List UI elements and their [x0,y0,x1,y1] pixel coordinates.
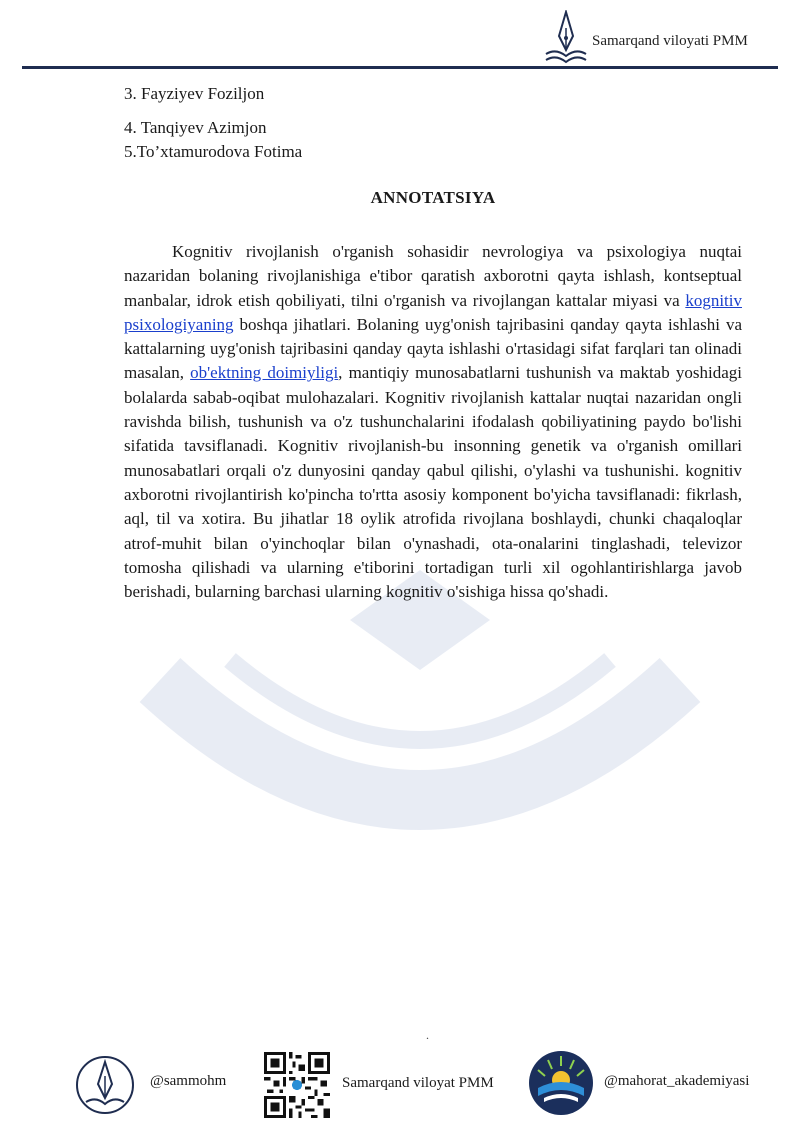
page-footer [0,1040,800,1131]
kognitiv-psixologiya-link[interactable]: kognitiv psixologiyaning [124,290,742,334]
page-dot: . [426,1028,429,1042]
body-text-segment: , mantiqiy munosabatlarni tushunish va maktab yoshidagi bolalarda sabab-oqibat mulohazalari. Kognitiv rivojlanish kattalar nuqtai nazaridan ongli ravishda bilish, tushunish va o'z tushunchalarini ifodalash qobiliyatining paydo bo'lishi sifatida tavsiflanadi. Kognitiv rivojlanish-bu insonning genetik va o'rganish omillari munosabatlari orqali o'z dunyosini qanday qabul qilishi, o'ylashi va tushunishi. kognitiv axborotni rivojlantirish ko'pincha to'rtta asosiy komponent bo'yicha tavsiflanadi: fikrlash, aql, til va xotira. Bu jihatlar 18 oylik atrofida rivojlana boshlaydi, chunki chaqaloqlar atrof-muhit bilan o'yinchoqlar bilan o'ynashadi, ota-onalarini tinglashadi, televizor tomosha qilishadi va ularning e'tiborini tortadigan turli xil ogohlantirishlarga javob berishadi, bularning barchasi ularning kognitiv o'sishiga hissa qo'shadi. [124,363,742,602]
header-divider [22,66,778,69]
academy-emblem-icon [528,1050,594,1116]
author-item: 3. Fayziyev Foziljon [124,84,265,103]
footer-handle-sammohm[interactable]: @sammohm [150,1073,227,1089]
pen-nib-logo-icon [74,1054,136,1116]
body-text-segment: Kognitiv rivojlanish o'rganish sohasidir nevrologiya va psixologiya nuqtai nazaridan bolaning rivojlanishiga e'tibor qaratish axborotni qayta ishlash, kontseptual manbalar, idrok etish qobiliyati, tilni o'rganish va rivojlangan kattalar miyasi va [124,242,742,310]
author-list [124,82,302,164]
footer-handle-mahorat[interactable]: @mahorat_akademiyasi [604,1073,750,1089]
annotation-body [124,240,742,604]
header-title: Samarqand viloyati PMM [592,33,748,49]
qr-code-icon [264,1052,330,1118]
annotation-paragraph [124,240,742,604]
body-text-segment: boshqa jihatlari. Bolaning uyg'onish tajribasini qanday qayta ishlashi va kattalarning uyg'onish tajribasini qanday qayta ishlashi o'rtasidagi sifat farqlari tan olinadi masalan, [124,314,742,383]
watermark-emblem-icon [120,560,720,880]
footer-title: Samarqand viloyat PMM [342,1075,494,1091]
pen-nib-book-logo-icon [542,10,590,66]
page-header [0,0,800,72]
author-item: 4. Tanqiyev Azimjon [124,118,267,137]
section-title: ANNOTATSIYA [370,188,496,207]
obektning-doimiyligi-link[interactable]: ob'ektning doimiyligi [190,363,339,383]
author-item: 5.To’xtamurodova Fotima [124,142,303,161]
